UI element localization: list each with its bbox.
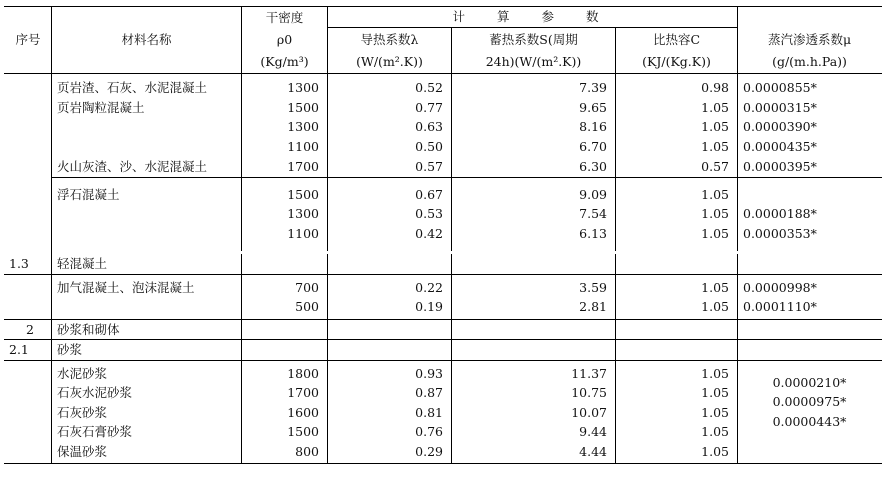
s-cell — [452, 184, 616, 244]
lambda-value: 0.93 — [415, 365, 443, 381]
c-value: 1.05 — [701, 279, 729, 295]
mu-value: 0.0000210* — [772, 374, 847, 390]
header-mu-unit: (g/(m.h.Pa)) — [772, 53, 847, 69]
empty-cell — [738, 254, 882, 275]
density-value: 1500 — [287, 99, 319, 115]
empty-cell — [242, 319, 328, 340]
s-value: 10.75 — [571, 385, 607, 400]
c-cell — [616, 360, 738, 464]
header-lambda-label: 导热系数λ — [360, 31, 419, 47]
section-row-2 — [5, 319, 882, 340]
empty-cell — [616, 254, 738, 275]
s-cell — [452, 360, 616, 464]
lambda-value: 0.87 — [415, 385, 443, 400]
s-value: 9.65 — [579, 99, 607, 115]
s-value: 3.59 — [579, 279, 607, 295]
mu-cell — [738, 274, 882, 319]
header-c-unit: (KJ/(Kg.K)) — [642, 53, 711, 69]
mu-cell — [738, 360, 882, 464]
gap-cell — [328, 177, 452, 184]
lambda-cell — [328, 360, 452, 464]
material-name: 加气混凝土、泡沫混凝土 — [52, 274, 242, 319]
gap-cell — [452, 244, 616, 251]
density-value: 1800 — [287, 365, 319, 381]
material-name: 水泥砂浆 — [57, 365, 108, 381]
empty-cell — [452, 254, 616, 275]
row-gap — [5, 177, 882, 184]
material-name: 保温砂浆 — [57, 443, 108, 459]
material-name: 页岩渣、石灰、水泥混凝土 — [57, 80, 208, 95]
lambda-value: 0.53 — [415, 206, 443, 221]
material-name: 石灰水泥砂浆 — [57, 385, 133, 400]
header-calc-params: 计 算 参 数 — [328, 7, 738, 28]
material-name-cell — [52, 360, 242, 464]
section-title: 砂浆 — [52, 340, 242, 361]
density-value: 1600 — [287, 404, 319, 420]
mu-cell — [738, 74, 882, 157]
material-name: 页岩陶粒混凝土 — [57, 99, 145, 115]
density-value: 1300 — [287, 80, 319, 95]
c-value: 1.05 — [701, 443, 729, 459]
lambda-value: 0.63 — [415, 119, 443, 134]
table-row — [5, 274, 882, 319]
lambda-cell — [328, 74, 452, 157]
gap-cell — [328, 244, 452, 251]
s-value: 2.81 — [579, 299, 607, 314]
gap-cell — [52, 244, 242, 251]
s-value: 7.39 — [579, 80, 607, 95]
density-value: 500 — [295, 299, 319, 314]
header-density — [242, 7, 328, 74]
density-value: 1100 — [287, 138, 319, 154]
mu-value: 0.0001110* — [743, 299, 817, 314]
c-value: 1.05 — [701, 225, 729, 241]
lambda-value: 0.22 — [415, 279, 443, 295]
seq-cell — [5, 360, 52, 464]
s-cell — [452, 274, 616, 319]
lambda-cell — [328, 184, 452, 244]
mu-value: 0.0000975* — [772, 394, 847, 409]
section-title: 砂浆和砌体 — [52, 319, 242, 340]
density-cell — [242, 74, 328, 157]
mu-value: 0.0000395* — [738, 157, 882, 178]
mu-value: 0.0000435* — [743, 138, 817, 154]
gap-cell — [242, 177, 328, 184]
section-row-1-3 — [5, 254, 882, 275]
seq-cell — [5, 74, 52, 254]
table-row — [5, 74, 882, 157]
c-cell — [616, 184, 738, 244]
c-value: 1.05 — [701, 119, 729, 134]
section-row-2-1 — [5, 340, 882, 361]
empty-cell — [452, 319, 616, 340]
density-cell — [242, 360, 328, 464]
header-density-unit: (Kg/m³) — [260, 54, 309, 69]
c-cell — [616, 74, 738, 157]
empty-cell — [328, 319, 452, 340]
density-value: 1100 — [287, 225, 319, 241]
section-title: 轻混凝土 — [52, 254, 242, 275]
empty-cell — [738, 340, 882, 361]
header-material: 材料名称 — [52, 7, 242, 74]
header-lambda — [328, 28, 452, 74]
lambda-value: 0.77 — [415, 99, 443, 115]
empty-cell — [738, 319, 882, 340]
empty-cell — [328, 340, 452, 361]
lambda-value: 0.67 — [415, 186, 443, 202]
c-value: 1.05 — [701, 206, 729, 221]
density-cell — [242, 184, 328, 244]
s-value: 6.70 — [579, 138, 607, 154]
gap-cell — [452, 177, 616, 184]
lambda-value: 0.42 — [415, 225, 443, 241]
header-s — [452, 28, 616, 74]
s-value: 6.13 — [579, 225, 607, 241]
empty-cell — [452, 340, 616, 361]
header-row-1 — [5, 7, 882, 28]
mu-value: 0.0000855* — [743, 80, 817, 95]
c-value: 0.57 — [616, 157, 738, 178]
lambda-value: 0.81 — [415, 404, 443, 420]
gap-cell — [738, 244, 882, 251]
density-value: 1700 — [242, 157, 328, 178]
header-s-label: 蓄热系数S(周期 — [489, 31, 578, 47]
density-value: 1700 — [287, 385, 319, 400]
density-cell — [242, 274, 328, 319]
lambda-value: 0.29 — [415, 443, 443, 459]
c-value: 1.05 — [701, 424, 729, 439]
density-value: 700 — [295, 279, 319, 295]
c-value: 1.05 — [701, 385, 729, 400]
material-parameters-table — [4, 6, 882, 464]
mu-value: 0.0000188* — [743, 206, 817, 221]
lambda-value: 0.19 — [415, 299, 443, 314]
c-value: 1.05 — [701, 99, 729, 115]
gap-cell — [616, 244, 738, 251]
gap-cell — [52, 177, 242, 184]
row-gap — [5, 244, 882, 251]
s-cell — [452, 74, 616, 157]
header-mu — [738, 28, 882, 74]
mu-value: 0.0000315* — [743, 99, 817, 115]
density-value: 1300 — [287, 206, 319, 221]
material-name: 浮石混凝土 — [52, 184, 242, 244]
section-number: 2 — [5, 319, 52, 340]
empty-cell — [616, 319, 738, 340]
density-value: 800 — [295, 443, 319, 459]
c-value: 1.05 — [701, 299, 729, 314]
header-mu-top-spacer — [738, 7, 882, 28]
s-value: 9.44 — [579, 424, 607, 439]
s-value: 8.16 — [579, 119, 607, 134]
material-name: 石灰砂浆 — [57, 404, 108, 420]
header-seq: 序号 — [5, 7, 52, 74]
header-lambda-unit: (W/(m².K)) — [356, 53, 423, 69]
mu-cell — [738, 184, 882, 244]
gap-cell — [616, 177, 738, 184]
table-row — [5, 157, 882, 178]
density-value: 1500 — [287, 424, 319, 439]
mu-value: 0.0000390* — [743, 119, 817, 134]
gap-cell — [738, 177, 882, 184]
lambda-value: 0.50 — [415, 138, 443, 154]
c-value: 0.98 — [701, 80, 729, 95]
c-value: 1.05 — [701, 138, 729, 154]
material-name: 火山灰渣、沙、水泥混凝土 — [52, 157, 242, 178]
material-name-cell — [52, 74, 242, 157]
s-value: 10.07 — [571, 404, 607, 420]
lambda-value: 0.76 — [415, 424, 443, 439]
gap-cell — [242, 244, 328, 251]
table-row — [5, 360, 882, 464]
s-value: 7.54 — [579, 206, 607, 221]
s-value: 4.44 — [579, 443, 607, 459]
c-value: 1.05 — [701, 404, 729, 420]
c-value: 1.05 — [701, 365, 729, 381]
empty-cell — [242, 340, 328, 361]
s-value: 11.37 — [571, 365, 607, 381]
header-s-unit: 24h)(W/(m².K)) — [485, 53, 582, 69]
table-row — [5, 184, 882, 244]
header-density-symbol: ρ0 — [276, 32, 293, 47]
c-value: 1.05 — [701, 186, 729, 202]
header-mu-label: 蒸汽渗透系数μ — [767, 31, 852, 47]
s-value: 6.30 — [452, 157, 616, 178]
mu-value: 0.0000353* — [743, 225, 817, 241]
mu-value: 0.0000998* — [743, 279, 817, 295]
empty-cell — [328, 254, 452, 275]
seq-cell — [5, 274, 52, 319]
mu-value: 0.0000443* — [772, 413, 847, 429]
material-name: 石灰石膏砂浆 — [57, 424, 133, 439]
empty-cell — [242, 254, 328, 275]
lambda-value: 0.57 — [328, 157, 452, 178]
section-number: 2.1 — [5, 340, 52, 361]
lambda-cell — [328, 274, 452, 319]
density-value: 1300 — [287, 119, 319, 134]
header-density-label: 干密度 — [265, 10, 304, 25]
lambda-value: 0.52 — [415, 80, 443, 95]
header-c — [616, 28, 738, 74]
header-c-label: 比热容C — [652, 31, 701, 47]
section-number: 1.3 — [5, 254, 52, 275]
c-cell — [616, 274, 738, 319]
s-value: 9.09 — [579, 186, 607, 202]
empty-cell — [616, 340, 738, 361]
density-value: 1500 — [287, 186, 319, 202]
mu-value — [743, 185, 881, 205]
